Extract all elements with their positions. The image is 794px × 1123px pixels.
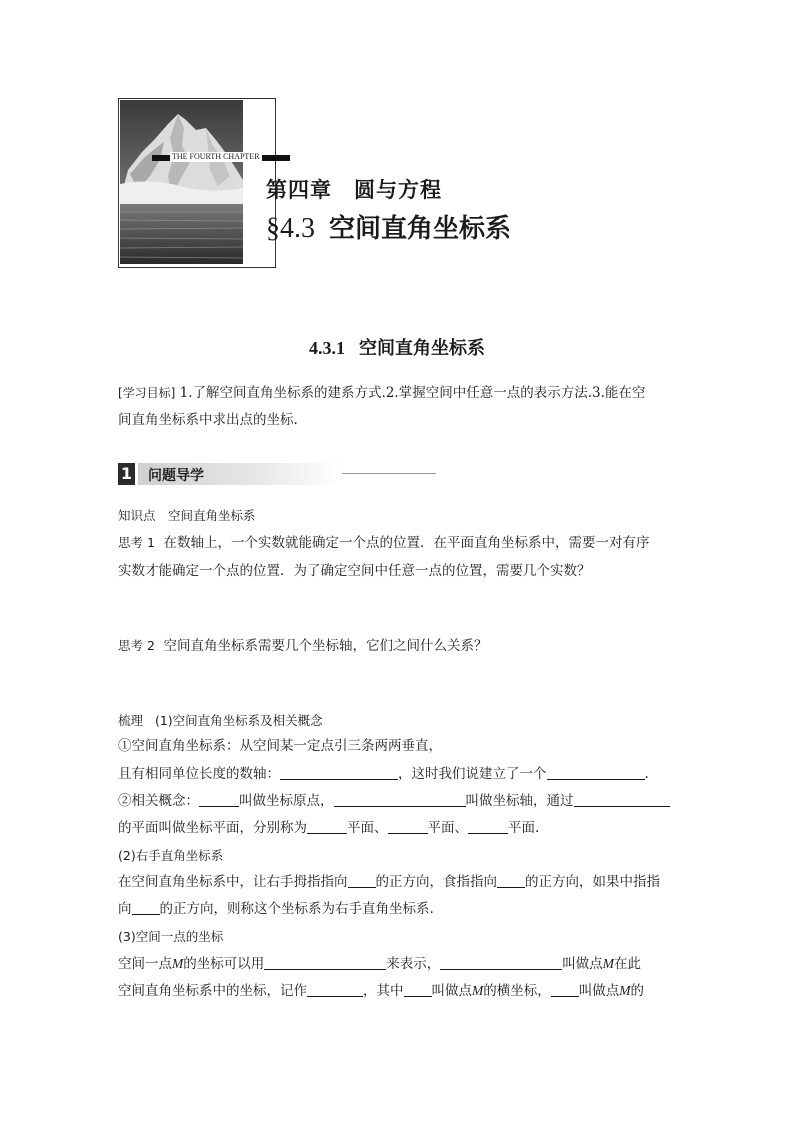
subsection-title bbox=[0, 334, 794, 360]
objectives-text-1: 1.了解空间直角坐标系的建系方式.2.掌握空间中任意一点的表示方法.3.能在空 bbox=[179, 385, 646, 401]
section-number: §4.3 bbox=[266, 213, 315, 244]
summary-p2-line2: 的平面叫做坐标平面，分别称为 平面、 平面、 平面. bbox=[118, 820, 540, 836]
summary-item2-title: (2)右手直角坐标系 bbox=[118, 848, 224, 863]
blank-y-coordinate[interactable] bbox=[551, 982, 579, 997]
blank-middle-axis[interactable] bbox=[132, 900, 160, 915]
blank-coordinate-name[interactable] bbox=[440, 955, 562, 970]
objectives-line-2: 间直角坐标系中求出点的坐标. bbox=[118, 412, 298, 428]
objectives-line-1 bbox=[118, 383, 645, 403]
section-header bbox=[118, 462, 436, 486]
think1-label: 思考 1 bbox=[118, 535, 155, 550]
chapter-image bbox=[118, 98, 276, 268]
summary-p4-line2: 空间直角坐标系中的坐标，记作 ，其中 叫做点M的横坐标， 叫做点M的 bbox=[118, 983, 644, 999]
blank-axes[interactable] bbox=[280, 765, 398, 780]
blank-x-coordinate[interactable] bbox=[404, 982, 432, 997]
section-name: 空间直角坐标系 bbox=[329, 214, 512, 244]
blank-plane-1[interactable] bbox=[307, 819, 347, 834]
chapter-title: 第四章 圆与方程 bbox=[266, 178, 442, 202]
think2-label: 思考 2 bbox=[118, 638, 155, 653]
iceberg-photo bbox=[120, 100, 243, 264]
think2-text: 空间直角坐标系需要几个坐标轴，它们之间什么关系？ bbox=[163, 638, 488, 654]
summary-item3-title: (3)空间一点的坐标 bbox=[118, 929, 224, 944]
summary-p1-line1: ①空间直角坐标系：从空间某一定点引三条两两垂直， bbox=[118, 738, 442, 754]
think1-line-2: 实数才能确定一个点的位置．为了确定空间中任意一点的位置，需要几个实数？ bbox=[118, 563, 591, 579]
blank-plane-3[interactable] bbox=[468, 819, 508, 834]
think2-line bbox=[118, 636, 488, 656]
summary-p4-line1: 空间一点M的坐标可以用 来表示， 叫做点M在此 bbox=[118, 956, 641, 972]
blank-notation[interactable] bbox=[307, 982, 363, 997]
summary-p3-line1: 在空间直角坐标系中，让右手拇指指向 的正方向，食指指向 的正方向，如果中指指 bbox=[118, 874, 660, 890]
think1-line-1 bbox=[118, 533, 650, 553]
blank-thumb-axis[interactable] bbox=[348, 873, 376, 888]
blank-system-name[interactable] bbox=[547, 765, 645, 780]
objectives-label: [学习目标] bbox=[118, 386, 176, 400]
knowledge-point: 知识点 空间直角坐标系 bbox=[118, 508, 256, 523]
subsection-number: 4.3.1 bbox=[309, 338, 345, 358]
summary-label: 梳理 bbox=[118, 713, 144, 728]
blank-plane-definition[interactable] bbox=[574, 792, 670, 807]
image-banner-text: THE FOURTH CHAPTER bbox=[172, 152, 260, 161]
blank-coordinate-form[interactable] bbox=[264, 955, 386, 970]
think1-text-1: 在数轴上，一个实数就能确定一个点的位置．在平面直角坐标系中，需要一对有序 bbox=[163, 535, 650, 551]
blank-index-axis[interactable] bbox=[497, 873, 525, 888]
summary-p1-line2: 且有相同单位长度的数轴： ，这时我们说建立了一个 . bbox=[118, 766, 649, 782]
subsection-name: 空间直角坐标系 bbox=[359, 338, 485, 359]
section-number-badge: 1 bbox=[118, 463, 135, 485]
summary-item1-title: (1)空间直角坐标系及相关概念 bbox=[154, 713, 323, 728]
summary-p2-line1: ②相关概念： 叫做坐标原点， 叫做坐标轴，通过 bbox=[118, 791, 670, 811]
blank-axes-names[interactable] bbox=[334, 792, 466, 807]
section-title bbox=[266, 208, 511, 245]
summary-p3-line2: 向 的正方向，则称这个坐标系为右手直角坐标系. bbox=[118, 901, 434, 917]
summary-heading bbox=[118, 711, 323, 731]
section-header-title: 问题导学 bbox=[148, 468, 204, 484]
blank-plane-2[interactable] bbox=[388, 819, 428, 834]
blank-origin[interactable] bbox=[199, 792, 239, 807]
